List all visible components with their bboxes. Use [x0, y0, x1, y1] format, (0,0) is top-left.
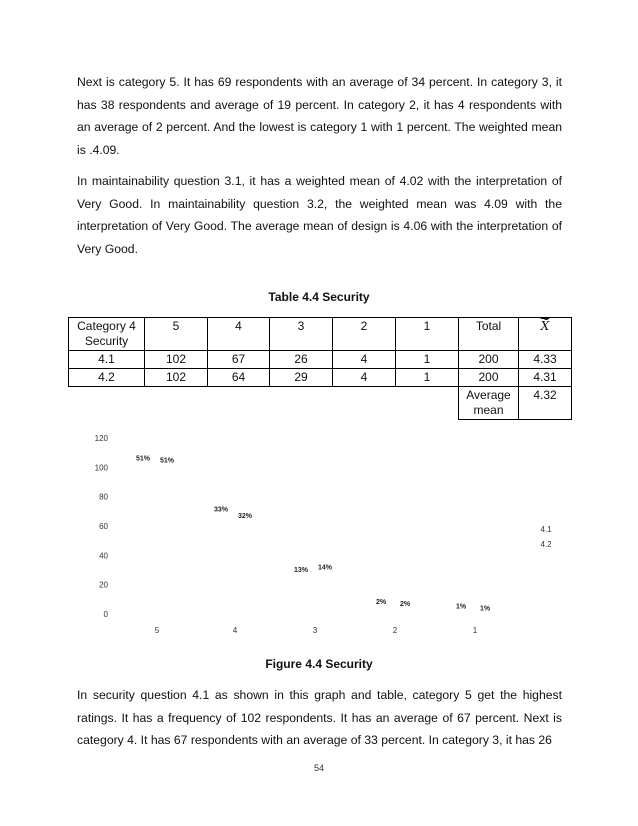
data-label: 51%	[135, 455, 151, 463]
paragraph-category-summary: Next is category 5. It has 69 respondents with an average of 34 percent. In category 3, it has 38 respondents and average of 19 percent. In category 2, it has 4 respondents with an average of 2 percent. And the lowest is category 1 with 1 percent. The weighted mean is .4.09.	[77, 75, 562, 157]
y-tick-label: 80	[99, 492, 108, 502]
figure-caption: Figure 4.4 Security	[265, 657, 373, 671]
data-label: 2%	[399, 601, 411, 609]
table-cell: 102	[145, 369, 208, 387]
bar-series-4-1	[135, 464, 151, 614]
table-cell: 4.1	[69, 351, 145, 369]
mean-symbol: X̄	[540, 319, 550, 333]
y-tick-label: 60	[99, 522, 108, 531]
y-tick-label: 100	[94, 463, 108, 473]
x-tick-label: 1	[472, 626, 478, 635]
data-label: 2%	[375, 599, 387, 607]
table-cell: 1	[396, 351, 459, 369]
table-cell: 4	[333, 351, 396, 369]
table-cell: 26	[270, 351, 333, 369]
data-label: 51%	[159, 457, 175, 465]
table-cell: 4	[333, 369, 396, 387]
data-label: 1%	[455, 603, 467, 611]
security-chart	[0, 428, 638, 643]
table-average-row	[69, 387, 572, 420]
header-cell: 5	[145, 318, 208, 351]
data-label: 33%	[213, 506, 229, 514]
y-tick-label: 20	[99, 580, 108, 590]
table-cell: 67	[208, 351, 270, 369]
header-cell: 3	[270, 318, 333, 351]
bar-series-4-1	[293, 576, 309, 614]
legend-entry-4-2: 4.2	[540, 540, 552, 549]
table-cell: 4.2	[69, 369, 145, 387]
average-mean-label: Average mean	[459, 387, 519, 420]
header-cell	[519, 318, 572, 351]
x-tick-label: 4	[232, 626, 238, 635]
table-cell: 200	[459, 351, 519, 369]
table-cell: 200	[459, 369, 519, 387]
table-cell: 102	[145, 351, 208, 369]
bar-series-4-1	[373, 608, 389, 614]
paragraph-maintainability: In maintainability question 3.1, it has a weighted mean of 4.02 with the interpretation of Very Good. In maintainability question 3.2, the weighted mean was 4.09 with the interpretation of Very Good. The average mean of design is 4.06 with the interpretation of Very Good.	[77, 174, 562, 256]
security-table	[68, 317, 572, 420]
bar-series-4-2	[317, 571, 333, 614]
bar-series-4-1	[213, 516, 229, 614]
table-row	[69, 369, 572, 387]
table-cell: 29	[270, 369, 333, 387]
bar-series-4-2	[237, 520, 253, 614]
y-tick-label: 40	[99, 551, 108, 561]
y-tick-label: 0	[103, 610, 108, 619]
data-label: 13%	[293, 566, 309, 574]
header-cell: 4	[208, 318, 270, 351]
header-cell: 2	[333, 318, 396, 351]
x-tick-label: 2	[392, 626, 398, 635]
data-label: 1%	[479, 605, 491, 613]
y-tick-label: 120	[94, 434, 108, 443]
data-label: 32%	[237, 513, 253, 521]
table-caption: Table 4.4 Security	[268, 290, 370, 304]
legend-entry-4-1: 4.1	[540, 525, 552, 534]
bar-series-4-2	[159, 464, 175, 614]
average-mean-value: 4.32	[519, 387, 572, 420]
bar-series-4-2	[397, 608, 413, 614]
table-cell: 4.31	[519, 369, 572, 387]
page-number: 54	[313, 763, 324, 773]
bar-series-4-1	[453, 613, 469, 614]
table-header-row	[69, 318, 572, 351]
data-label: 14%	[317, 564, 333, 572]
x-tick-label: 5	[154, 626, 160, 635]
bar-series-4-2	[477, 613, 493, 614]
table-cell: 1	[396, 369, 459, 387]
table-row	[69, 351, 572, 369]
header-cell: Category 4 Security	[69, 318, 145, 351]
header-cell: 1	[396, 318, 459, 351]
paragraph-security-analysis: In security question 4.1 as shown in this graph and table, category 5 get the highest ratings. It has a frequency of 102 respondents. It has an average of 67 percent. Next is category 4. It has 67 respondents with an average of 33 percent. In category 3, it has 26	[77, 688, 562, 747]
table-cell: 4.33	[519, 351, 572, 369]
x-tick-label: 3	[312, 626, 318, 635]
header-cell: Total	[459, 318, 519, 351]
table-cell: 64	[208, 369, 270, 387]
